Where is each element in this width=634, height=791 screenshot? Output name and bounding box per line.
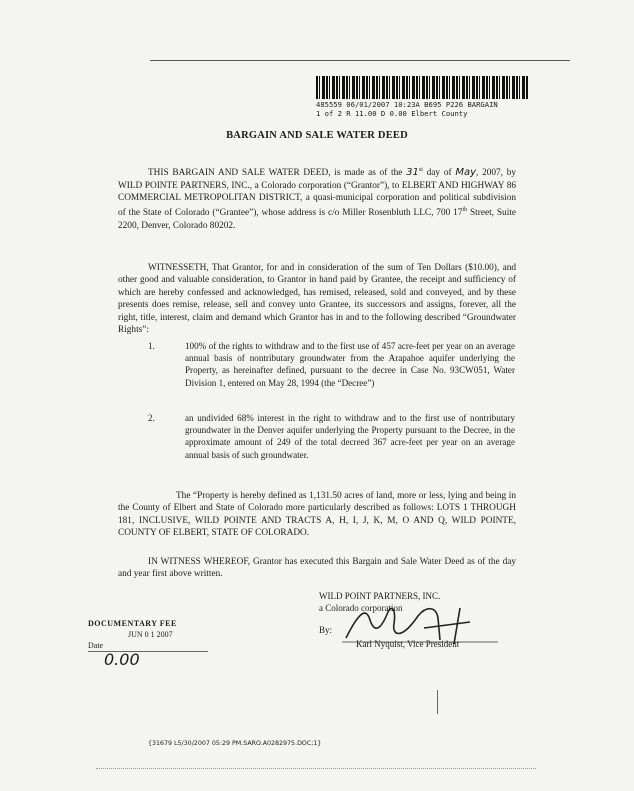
stamp-amount: 0.00	[104, 650, 140, 669]
witnesseth-paragraph	[118, 262, 516, 336]
day-suffix: st	[418, 167, 423, 173]
intro-text-3: , 2007, by WILD POINTE PARTNERS, INC., a Colorado corporation (“Grantor”), to ELBERT AND HIGHWAY 86 COMMERCIAL METROPOLITAN DISTRICT, a quasi-municipal corporation and political subdivision of the State of Colorado (“Grantee”), whose address is c/o Miller Rosenbluth LLC, 700 17	[118, 168, 517, 219]
documentary-fee-stamp	[88, 618, 220, 696]
deed-title: BARGAIN AND SALE WATER DEED	[226, 130, 408, 141]
witness-paragraph	[118, 556, 516, 581]
property-text: The “Property is hereby defined as 1,131.50 acres of land, more or less, lying and being in the County of Elbert and State of Colorado more particularly described as follows: LOTS 1 THROUGH 181, INCLUSIVE, WILD POINTE AND TRACTS A, H, I, J, K, M, O AND Q, WILD POINTE, COUNTY OF ELBERT, STATE OF COLORADO.	[118, 491, 516, 539]
top-rule	[150, 60, 570, 61]
handwritten-day: 31	[406, 167, 419, 179]
stamp-date-label: Date	[88, 641, 104, 650]
list-item	[148, 412, 518, 476]
stamp-date: JUN 0 1 2007	[128, 630, 173, 639]
bottom-edge-mark	[96, 768, 536, 770]
item-text: 100% of the rights to withdraw and to the first use of 457 acre-feet per year on an average annual basis of nontributary groundwater from the Arapahoe aquifer underlying the Property, as hereinafter defined, pursuant to the decree in Case No. 93CW051, Water Division 1, entered on May 28, 1994 (the “Decree”)	[185, 341, 515, 388]
property-paragraph	[118, 490, 516, 540]
signature-by-label: By:	[319, 625, 333, 635]
recording-line-1: 485559 06/01/2007 10:23A B695 P226 BARGAIN	[316, 100, 498, 109]
witness-text: IN WITNESS WHEREOF, Grantor has executed this Bargain and Sale Water Deed as of the day and year first above written.	[118, 557, 516, 580]
item-number: 1.	[148, 341, 155, 351]
item-number: 2.	[148, 413, 155, 423]
signature-type: a Colorado corporation	[319, 603, 403, 613]
margin-mark	[437, 690, 438, 714]
recording-line-2: 1 of 2 R 11.00 D 0.00 Elbert County	[316, 109, 468, 118]
document-footer: {31679 L5/30/2007 05:29 PM.SARO.A0282975.DOC;1}	[148, 740, 322, 747]
intro-paragraph	[118, 164, 516, 232]
signatory-name: Karl Nyquist, Vice President	[356, 639, 460, 649]
signature-company: WILD POINT PARTNERS, INC.	[319, 591, 441, 601]
street-suffix: th	[462, 207, 468, 214]
barcode	[316, 76, 528, 99]
item-text: an undivided 68% interest in the right to withdraw and to the first use of nontributary groundwater in the Denver aquifer underlying the Property pursuant to the Decree, in the approximate amount of 249 of the total decreed 367 acre-feet per year on an average annual basis of such groundwater.	[185, 413, 515, 460]
recording-info	[316, 100, 498, 118]
intro-text-1: THIS BARGAIN AND SALE WATER DEED, is made as of the	[148, 168, 403, 179]
list-item	[148, 340, 518, 404]
witnesseth-text: WITNESSETH, That Grantor, for and in consideration of the sum of Ten Dollars ($10.00), and other good and valuable consideration, to Grantor in hand paid by Grantee, the receipt and sufficiency of which are hereby confessed and acknowledged, has remised, released, sold and conveyed, and by these presents does remise, release, sell and convey unto Grantee, its successors and assigns, forever, all the right, title, interest, claim and demand which Grantor has in and to the following described “Groundwater Rights”:	[118, 263, 516, 336]
intro-text-4: Street, Suite 2200, Denver, Colorado 80202.	[118, 208, 516, 231]
intro-text-2: day of	[426, 168, 452, 179]
stamp-title: DOCUMENTARY FEE	[88, 619, 177, 628]
handwritten-month: May	[455, 167, 477, 179]
